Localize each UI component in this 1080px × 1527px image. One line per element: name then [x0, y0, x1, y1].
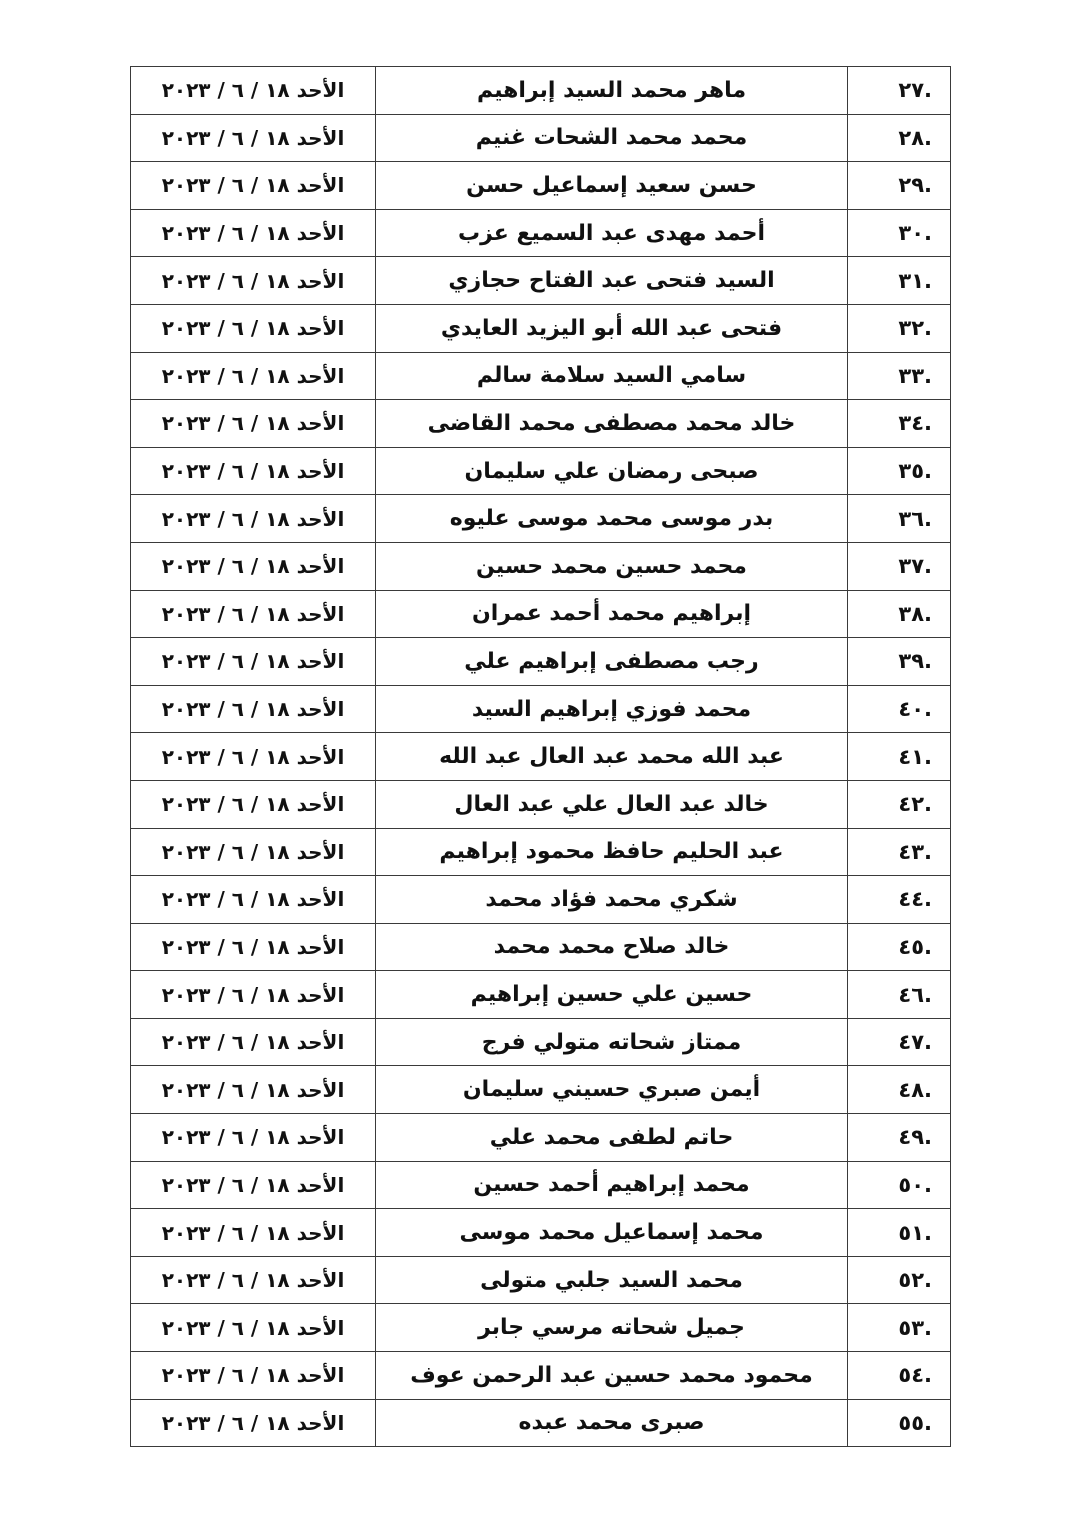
- table-row: [131, 162, 951, 210]
- person-name: عبد الله محمد عبد العال عبد الله: [376, 733, 848, 781]
- table-row: [131, 876, 951, 924]
- row-number: .٤٦: [848, 971, 951, 1019]
- row-number: .٣٩: [848, 638, 951, 686]
- row-number: .٥٤: [848, 1352, 951, 1400]
- person-name: عبد الحليم حافظ محمود إبراهيم: [376, 828, 848, 876]
- row-date: الأحد ١٨ / ٦ / ٢٠٢٣: [131, 162, 376, 210]
- row-date: الأحد ١٨ / ٦ / ٢٠٢٣: [131, 257, 376, 305]
- table-row: [131, 114, 951, 162]
- row-date: الأحد ١٨ / ٦ / ٢٠٢٣: [131, 67, 376, 115]
- row-number: .٤٩: [848, 1114, 951, 1162]
- row-date: الأحد ١٨ / ٦ / ٢٠٢٣: [131, 1018, 376, 1066]
- row-number: .٣٢: [848, 304, 951, 352]
- table-row: [131, 1256, 951, 1304]
- row-number: .٣١: [848, 257, 951, 305]
- row-date: الأحد ١٨ / ٦ / ٢٠٢٣: [131, 447, 376, 495]
- table-row: [131, 971, 951, 1019]
- row-date: الأحد ١٨ / ٦ / ٢٠٢٣: [131, 638, 376, 686]
- person-name: جميل شحاته مرسي جابر: [376, 1304, 848, 1352]
- roster-sheet: [130, 66, 950, 1447]
- row-number: .٢٨: [848, 114, 951, 162]
- row-number: .٥٥: [848, 1399, 951, 1447]
- person-name: محمود محمد حسين عبد الرحمن عوف: [376, 1352, 848, 1400]
- row-date: الأحد ١٨ / ٦ / ٢٠٢٣: [131, 495, 376, 543]
- row-date: الأحد ١٨ / ٦ / ٢٠٢٣: [131, 1066, 376, 1114]
- person-name: إبراهيم محمد أحمد عمران: [376, 590, 848, 638]
- row-date: الأحد ١٨ / ٦ / ٢٠٢٣: [131, 828, 376, 876]
- person-name: محمد السيد جلبي متولى: [376, 1256, 848, 1304]
- row-number: .٣٥: [848, 447, 951, 495]
- person-name: أحمد مهدى عبد السميع عزب: [376, 209, 848, 257]
- row-date: الأحد ١٨ / ٦ / ٢٠٢٣: [131, 542, 376, 590]
- row-date: الأحد ١٨ / ٦ / ٢٠٢٣: [131, 1161, 376, 1209]
- row-date: الأحد ١٨ / ٦ / ٢٠٢٣: [131, 1304, 376, 1352]
- table-row: [131, 1066, 951, 1114]
- person-name: سامي السيد سلامة سالم: [376, 352, 848, 400]
- row-date: الأحد ١٨ / ٦ / ٢٠٢٣: [131, 1399, 376, 1447]
- person-name: أيمن صبري حسيني سليمان: [376, 1066, 848, 1114]
- row-number: .٣٠: [848, 209, 951, 257]
- person-name: خالد عبد العال علي عبد العال: [376, 780, 848, 828]
- table-row: [131, 1399, 951, 1447]
- person-name: خالد صلاح محمد محمد: [376, 923, 848, 971]
- row-number: .٥٠: [848, 1161, 951, 1209]
- row-date: الأحد ١٨ / ٦ / ٢٠٢٣: [131, 304, 376, 352]
- row-number: .٢٩: [848, 162, 951, 210]
- row-number: .٤٧: [848, 1018, 951, 1066]
- row-date: الأحد ١٨ / ٦ / ٢٠٢٣: [131, 1209, 376, 1257]
- table-row: [131, 447, 951, 495]
- person-name: فتحى عبد الله أبو اليزيد العايدي: [376, 304, 848, 352]
- table-row: [131, 780, 951, 828]
- person-name: صبرى محمد عبده: [376, 1399, 848, 1447]
- table-row: [131, 1114, 951, 1162]
- row-number: .٣٣: [848, 352, 951, 400]
- table-row: [131, 209, 951, 257]
- row-date: الأحد ١٨ / ٦ / ٢٠٢٣: [131, 1352, 376, 1400]
- roster-table-body: [131, 67, 951, 1447]
- table-row: [131, 1161, 951, 1209]
- row-date: الأحد ١٨ / ٦ / ٢٠٢٣: [131, 352, 376, 400]
- person-name: محمد فوزي إبراهيم السيد: [376, 685, 848, 733]
- person-name: محمد إبراهيم أحمد حسين: [376, 1161, 848, 1209]
- table-row: [131, 733, 951, 781]
- table-row: [131, 590, 951, 638]
- row-number: .٢٧: [848, 67, 951, 115]
- table-row: [131, 923, 951, 971]
- row-number: .٣٧: [848, 542, 951, 590]
- table-row: [131, 828, 951, 876]
- row-date: الأحد ١٨ / ٦ / ٢٠٢٣: [131, 209, 376, 257]
- row-date: الأحد ١٨ / ٦ / ٢٠٢٣: [131, 733, 376, 781]
- table-row: [131, 638, 951, 686]
- row-date: الأحد ١٨ / ٦ / ٢٠٢٣: [131, 1114, 376, 1162]
- row-number: .٣٤: [848, 400, 951, 448]
- row-date: الأحد ١٨ / ٦ / ٢٠٢٣: [131, 780, 376, 828]
- person-name: محمد إسماعيل محمد موسى: [376, 1209, 848, 1257]
- person-name: محمد حسين محمد حسين: [376, 542, 848, 590]
- table-row: [131, 304, 951, 352]
- person-name: خالد محمد مصطفى محمد القاضى: [376, 400, 848, 448]
- person-name: رجب مصطفى إبراهيم علي: [376, 638, 848, 686]
- person-name: حسين علي حسين إبراهيم: [376, 971, 848, 1019]
- row-number: .٣٨: [848, 590, 951, 638]
- row-number: .٤٥: [848, 923, 951, 971]
- row-number: .٥١: [848, 1209, 951, 1257]
- person-name: شكري محمد فؤاد محمد: [376, 876, 848, 924]
- table-row: [131, 257, 951, 305]
- table-row: [131, 1304, 951, 1352]
- row-date: الأحد ١٨ / ٦ / ٢٠٢٣: [131, 685, 376, 733]
- row-number: .٣٦: [848, 495, 951, 543]
- row-date: الأحد ١٨ / ٦ / ٢٠٢٣: [131, 923, 376, 971]
- row-number: .٥٢: [848, 1256, 951, 1304]
- roster-table: [130, 66, 951, 1447]
- row-date: الأحد ١٨ / ٦ / ٢٠٢٣: [131, 971, 376, 1019]
- table-row: [131, 1352, 951, 1400]
- table-row: [131, 352, 951, 400]
- row-date: الأحد ١٨ / ٦ / ٢٠٢٣: [131, 876, 376, 924]
- person-name: حسن سعيد إسماعيل حسن: [376, 162, 848, 210]
- table-row: [131, 1018, 951, 1066]
- row-date: الأحد ١٨ / ٦ / ٢٠٢٣: [131, 1256, 376, 1304]
- row-number: .٤٢: [848, 780, 951, 828]
- row-date: الأحد ١٨ / ٦ / ٢٠٢٣: [131, 114, 376, 162]
- person-name: بدر موسى محمد موسى عليوه: [376, 495, 848, 543]
- table-row: [131, 1209, 951, 1257]
- person-name: السيد فتحى عبد الفتاح حجازي: [376, 257, 848, 305]
- table-row: [131, 67, 951, 115]
- row-number: .٥٣: [848, 1304, 951, 1352]
- row-date: الأحد ١٨ / ٦ / ٢٠٢٣: [131, 400, 376, 448]
- row-number: .٤٨: [848, 1066, 951, 1114]
- row-number: .٤١: [848, 733, 951, 781]
- table-row: [131, 400, 951, 448]
- table-row: [131, 542, 951, 590]
- row-date: الأحد ١٨ / ٦ / ٢٠٢٣: [131, 590, 376, 638]
- row-number: .٤٣: [848, 828, 951, 876]
- person-name: حاتم لطفى محمد علي: [376, 1114, 848, 1162]
- row-number: .٤٤: [848, 876, 951, 924]
- person-name: ماهر محمد السيد إبراهيم: [376, 67, 848, 115]
- table-row: [131, 495, 951, 543]
- person-name: صبحى رمضان علي سليمان: [376, 447, 848, 495]
- table-row: [131, 685, 951, 733]
- person-name: ممتاز شحاته متولي فرج: [376, 1018, 848, 1066]
- row-number: .٤٠: [848, 685, 951, 733]
- person-name: محمد محمد الشحات غنيم: [376, 114, 848, 162]
